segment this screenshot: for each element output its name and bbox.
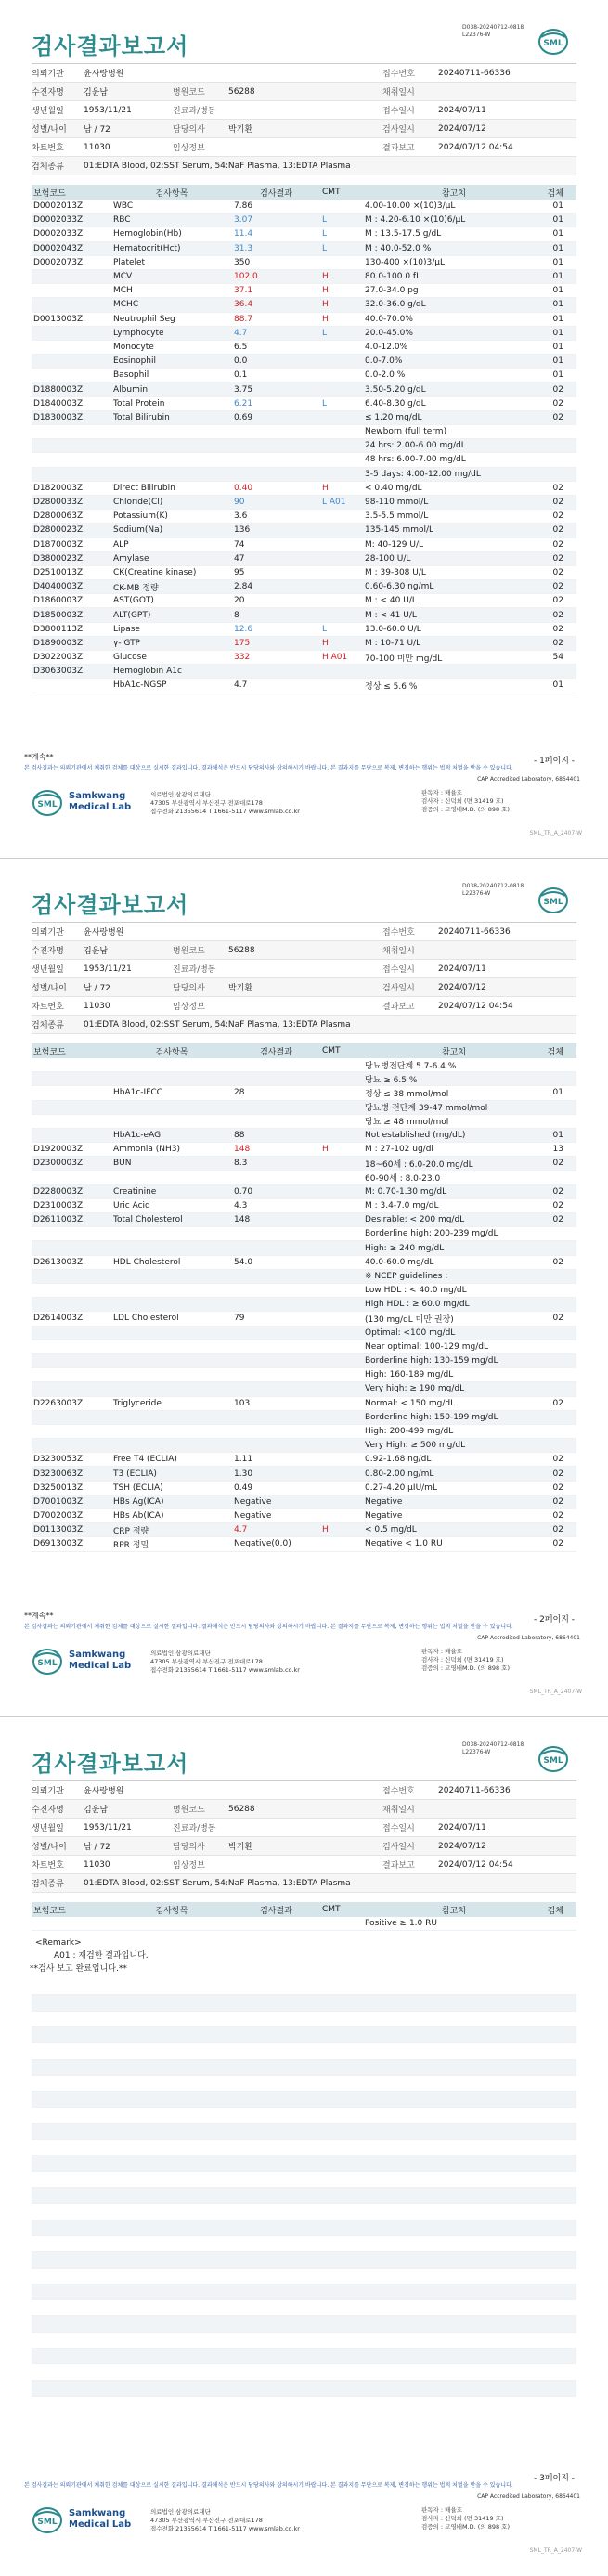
table-row: D1870003Z ALP 74 M: 40-129 U/L 02 [32,538,576,552]
signatures: 판독자 : 배율호 검사자 : 신덕희 (면 31419 호) 검증의 : 고영배M.D. (의 898 호) [421,1648,510,1672]
disclaimer-note: 본 검사결과는 의뢰기관에서 채취한 검체를 대상으로 실시한 결과입니다. 결과해석은 반드시 담당의사와 상의하시기 바랍니다. 본 결과지를 무단으로 복제, 변경하는 행위는 법적 처벌을 받을 수 있습니다. [24,765,513,771]
blank-row [32,2204,576,2220]
patient-info: 의뢰기관 윤사랑병원 접수번호 20240711-66336 수진자명 김윤남 병원코드 56288 채취일시 생년월일 1953/11/21 진료과/병동 접수일시 2024/07/11 성별/나이 남 / 72 담당의사 박기환 검사일시 2024/07/12 차트번호 11030 임상정보 결과보고 2024/07/12 04:54 검체종류 01:EDTA Blood, 02:SST Serum, 54:NaF Plasma, 13:EDTA Plasma [32,63,576,175]
report-header [22,0,586,63]
blank-row [32,2285,576,2300]
signatures: 판독자 : 배율호 검사자 : 신덕희 (면 31419 호) 검증의 : 고영배M.D. (의 898 호) [421,2506,510,2531]
result-table [32,1902,576,1931]
table-row: D2800033Z Chloride(Cl) 90 L A01 98-110 mmol/L 02 [32,496,576,510]
table-row: D3800113Z Lipase 12.6 L 13.0-60.0 U/L 02 [32,623,576,637]
table-row: D2280003Z Creatinine 0.70 M: 0.70-1.30 mg/dL 02 [32,1185,576,1199]
table-row: Monocyte 6.5 4.0-12.0% 01 [32,341,576,355]
blank-row [32,2027,576,2043]
table-row: D2611003Z Total Cholesterol 148 Desirable: < 200 mg/dL 02 [32,1213,576,1227]
lab-name: Samkwang Medical Lab [69,1650,132,1671]
table-row: High: 200-499 mg/dL [32,1425,576,1439]
blank-row [32,2220,576,2236]
sml-logo-icon [537,887,569,914]
lab-address: 의료법인 삼광의료재단 47305 부산광역시 부산진구 전포대로178 접수전화 21355614 T 1661-5117 www.smlab.co.kr [150,2508,300,2532]
barcode-text: D038-20240712-0818 L22376-W [462,883,524,897]
sml-logo-icon [32,2506,63,2534]
blank-row [32,2108,576,2124]
table-row: 당뇨 ≥ 48 mmol/mol [32,1115,576,1129]
page-number: - 3페이지 - [533,2474,575,2483]
lab-footer [32,2503,579,2544]
page-number: - 2페이지 - [533,1615,575,1625]
blank-row [32,2155,576,2171]
table-row: D0013003Z Neutrophil Seg 88.7 H 40.0-70.0% 01 [32,313,576,327]
table-row: D0002033Z RBC 3.07 L M : 4.20-6.10 ×(10)6/μL 01 [32,214,576,227]
svg-text:SML: SML [37,1659,58,1668]
table-row: Near optimal: 100-129 mg/dL [32,1340,576,1354]
patient-info: 의뢰기관 윤사랑병원 접수번호 20240711-66336 수진자명 김윤남 병원코드 56288 채취일시 생년월일 1953/11/21 진료과/병동 접수일시 2024/07/11 성별/나이 남 / 72 담당의사 박기환 검사일시 2024/07/12 차트번호 11030 임상정보 결과보고 2024/07/12 04:54 검체종류 01:EDTA Blood, 02:SST Serum, 54:NaF Plasma, 13:EDTA Plasma [32,1780,576,1893]
lab-name: Samkwang Medical Lab [69,2508,132,2530]
result-table [32,185,576,693]
table-row: D1820003Z Direct Bilirubin 0.40 H < 0.40 mg/dL 02 [32,482,576,496]
blank-row [32,2060,576,2076]
blank-row [32,2364,576,2380]
table-row: D3063003Z Hemoglobin A1c [32,665,576,679]
page-2 [0,859,608,1717]
result-table [32,1043,576,1552]
table-row: Optimal: <100 mg/dL [32,1327,576,1340]
table-row: D3230053Z Free T4 (ECLIA) 1.11 0.92-1.68 ng/dL 02 [32,1453,576,1467]
table-row: D4040003Z CK-MB 정량 2.84 0.60-6.30 ng/mL 02 [32,580,576,594]
table-row: D2300003Z BUN 8.3 18~60세 : 6.0-20.0 mg/dL 02 [32,1157,576,1171]
form-code: SML_TR_A_2407-W [529,830,582,836]
table-row: HbA1c-IFCC 28 정상 ≤ 38 mmol/mol 01 [32,1086,576,1100]
sml-logo-icon [32,1648,63,1676]
table-row: Newborn (full term) [32,425,576,439]
table-row: D0113003Z CRP 정량 4.7 H < 0.5 mg/dL 02 [32,1523,576,1537]
table-row: Very High: ≥ 500 mg/dL [32,1439,576,1453]
table-row: 48 hrs: 6.00-7.00 mg/dL [32,453,576,467]
table-row: D1830003Z Total Bilirubin 0.69 ≤ 1.20 mg/dL 02 [32,411,576,425]
blank-row [32,2076,576,2091]
table-row: MCHC 36.4 H 32.0-36.0 g/dL 01 [32,298,576,312]
table-row: 당뇨 ≥ 6.5 % [32,1072,576,1086]
table-row: 60-90세 : 8.0-23.0 [32,1171,576,1185]
table-row: D1860003Z AST(GOT) 20 M : < 40 U/L 02 [32,594,576,608]
table-row: D3022003Z Glucose 332 H A01 70-100 미만 mg/dL 54 [32,651,576,665]
blank-row [32,2349,576,2364]
table-header: 보험코드 검사항목 검사결과 CMT 참고치 검체 [32,185,576,200]
table-row: High HDL : ≥ 60.0 mg/dL [32,1298,576,1312]
table-row: D0002033Z Hemoglobin(Hb) 11.4 L M : 13.5-17.5 g/dL 01 [32,227,576,241]
table-row: D2800023Z Sodium(Na) 136 135-145 mmol/L 02 [32,524,576,537]
table-row: D1880003Z Albumin 3.75 3.50-5.20 g/dL 02 [32,382,576,396]
svg-text:SML: SML [543,1756,563,1766]
sml-logo-icon [537,28,569,56]
svg-text:SML: SML [37,2518,58,2527]
report-title: 검사결과보고서 [32,892,189,918]
table-row: Borderline high: 200-239 mg/dL [32,1227,576,1241]
page-1 [0,0,608,859]
table-row: D2263003Z Triglyceride 103 Normal: < 150 mg/dL 02 [32,1397,576,1411]
table-row: D0002073Z Platelet 350 130-400 ×(10)3/μL 01 [32,256,576,270]
form-code: SML_TR_A_2407-W [529,1689,582,1695]
lab-address: 의료법인 삼광의료재단 47305 부산광역시 부산진구 전포대로178 접수전화 21355614 T 1661-5117 www.smlab.co.kr [150,1650,300,1674]
table-row: D3230063Z T3 (ECLIA) 1.30 0.80-2.00 ng/mL 02 [32,1467,576,1481]
table-row: MCV 102.0 H 80.0-100.0 fL 01 [32,270,576,284]
remark-section: <Remark> A01 : 재검한 결과입니다. **검사 보고 완료입니다.** [30,1938,149,1974]
table-row: D3250013Z TSH (ECLIA) 0.49 0.27-4.20 μIU/mL 02 [32,1482,576,1495]
table-row: Borderline high: 150-199 mg/dL [32,1411,576,1425]
blank-row [32,2188,576,2204]
table-row: D2510013Z CK(Creatine kinase) 95 M : 39-308 U/L 02 [32,566,576,580]
table-row: Eosinophil 0.0 0.0-7.0% 01 [32,355,576,369]
barcode-text: D038-20240712-0818 L22376-W [462,24,524,38]
blank-row [32,2012,576,2027]
table-row: Borderline high: 130-159 mg/dL [32,1354,576,1368]
report-title: 검사결과보고서 [32,33,189,59]
svg-text:SML: SML [37,800,58,809]
table-row: High: 160-189 mg/dL [32,1368,576,1382]
table-row: D2613003Z HDL Cholesterol 54.0 40.0-60.0 mg/dL 02 [32,1256,576,1270]
report-header [22,859,586,922]
table-row: D7002003Z HBs Ab(ICA) Negative Negative 02 [32,1509,576,1523]
disclaimer-note: 본 검사결과는 의뢰기관에서 채취한 검체를 대상으로 실시한 결과입니다. 결과해석은 반드시 담당의사와 상의하시기 바랍니다. 본 결과지를 무단으로 복제, 변경하는 행위는 법적 처벌을 받을 수 있습니다. [24,2482,513,2489]
table-row: D2800063Z Potassium(K) 3.6 3.5-5.5 mmol/L 02 [32,510,576,524]
blank-row [32,2172,576,2188]
table-row: High: ≥ 240 mg/dL [32,1241,576,1255]
table-row: D1890003Z γ- GTP 175 H M : 10-71 U/L 02 [32,637,576,651]
lab-name: Samkwang Medical Lab [69,791,132,812]
sml-logo-icon [537,1745,569,1773]
table-row: Lymphocyte 4.7 L 20.0-45.0% 01 [32,327,576,341]
blank-row [32,1979,576,1995]
blank-row [32,2333,576,2349]
report-header [22,1717,586,1780]
cap-accreditation: CAP Accredited Laboratory, 6864401 [477,776,580,783]
patient-info: 의뢰기관 윤사랑병원 접수번호 20240711-66336 수진자명 김윤남 병원코드 56288 채취일시 생년월일 1953/11/21 진료과/병동 접수일시 2024/07/11 성별/나이 남 / 72 담당의사 박기환 검사일시 2024/07/12 차트번호 11030 임상정보 결과보고 2024/07/12 04:54 검체종류 01:EDTA Blood, 02:SST Serum, 54:NaF Plasma, 13:EDTA Plasma [32,922,576,1034]
table-row: 3-5 days: 4.00-12.00 mg/dL [32,468,576,482]
blank-row [32,2316,576,2332]
cap-accreditation: CAP Accredited Laboratory, 6864401 [477,1635,580,1641]
lab-footer [32,1644,579,1685]
barcode-text: D038-20240712-0818 L22376-W [462,1741,524,1755]
table-row: D0002043Z Hematocrit(Hct) 31.3 L M : 40.0-52.0 % 01 [32,242,576,256]
table-header: 보험코드 검사항목 검사결과 CMT 참고치 검체 [32,1043,576,1058]
report-title: 검사결과보고서 [32,1751,189,1777]
svg-text:SML: SML [543,39,563,48]
blank-row [32,1995,576,2011]
table-row: HbA1c-NGSP 4.7 정상 ≤ 5.6 % 01 [32,679,576,693]
blank-row [32,2043,576,2059]
blank-row [32,2300,576,2316]
table-row: Very high: ≥ 190 mg/dL [32,1382,576,1396]
blank-row [32,2140,576,2155]
page-number: - 1페이지 - [533,757,575,766]
svg-text:SML: SML [543,898,563,907]
table-row: ※ NCEP guidelines : [32,1270,576,1284]
continuation-mark: **계속** [24,753,54,761]
lab-footer [32,785,579,826]
table-row: D0002013Z WBC 7.86 4.00-10.00 ×(10)3/μL 01 [32,200,576,214]
blank-row [32,2381,576,2397]
table-row: 당뇨병전단계 5.7-6.4 % [32,1058,576,1072]
blank-row [32,2091,576,2107]
blank-row [32,2236,576,2252]
table-row: D1850003Z ALT(GPT) 8 M : < 41 U/L 02 [32,608,576,622]
disclaimer-note: 본 검사결과는 의뢰기관에서 채취한 검체를 대상으로 실시한 결과입니다. 결과해석은 반드시 담당의사와 상의하시기 바랍니다. 본 결과지를 무단으로 복제, 변경하는 행위는 법적 처벌을 받을 수 있습니다. [24,1624,513,1630]
table-row: Basophil 0.1 0.0-2.0 % 01 [32,369,576,382]
page-3 [0,1717,608,2576]
blank-row [32,2269,576,2285]
table-row: D3800023Z Amylase 47 28-100 U/L 02 [32,552,576,566]
table-row: Low HDL : < 40.0 mg/dL [32,1284,576,1298]
signatures: 판독자 : 배율호 검사자 : 신덕희 (면 31419 호) 검증의 : 고영배M.D. (의 898 호) [421,789,510,813]
continuation-mark: **계속** [24,1612,54,1620]
table-row: D6913003Z RPR 정밀 Negative(0.0) Negative < 1.0 RU 02 [32,1537,576,1551]
table-row: MCH 37.1 H 27.0-34.0 pg 01 [32,284,576,298]
table-row: D2614003Z LDL Cholesterol 79 (130 mg/dL 미만 권장) 02 [32,1312,576,1326]
blank-row [32,2124,576,2140]
blank-row [32,2252,576,2268]
blank-area [32,1979,576,2397]
cap-accreditation: CAP Accredited Laboratory, 6864401 [477,2493,580,2500]
table-row: D1920003Z Ammonia (NH3) 148 H M : 27-102 ug/dl 13 [32,1143,576,1157]
form-code: SML_TR_A_2407-W [529,2547,582,2554]
lab-address: 의료법인 삼광의료재단 47305 부산광역시 부산진구 전포대로178 접수전화 21355614 T 1661-5117 www.smlab.co.kr [150,791,300,815]
table-header: 보험코드 검사항목 검사결과 CMT 참고치 검체 [32,1902,576,1917]
table-row: Positive ≥ 1.0 RU [32,1917,576,1931]
table-row: D7001003Z HBs Ag(ICA) Negative Negative 02 [32,1495,576,1509]
table-row: D1840003Z Total Protein 6.21 L 6.40-8.30 g/dL 02 [32,397,576,411]
sml-logo-icon [32,789,63,817]
table-row: HbA1c-eAG 88 Not established (mg/dL) 01 [32,1129,576,1143]
table-row: D2310003Z Uric Acid 4.3 M : 3.4-7.0 mg/dL 02 [32,1199,576,1213]
table-row: 24 hrs: 2.00-6.00 mg/dL [32,439,576,453]
table-row: 당뇨병 전단계 39-47 mmol/mol [32,1101,576,1115]
